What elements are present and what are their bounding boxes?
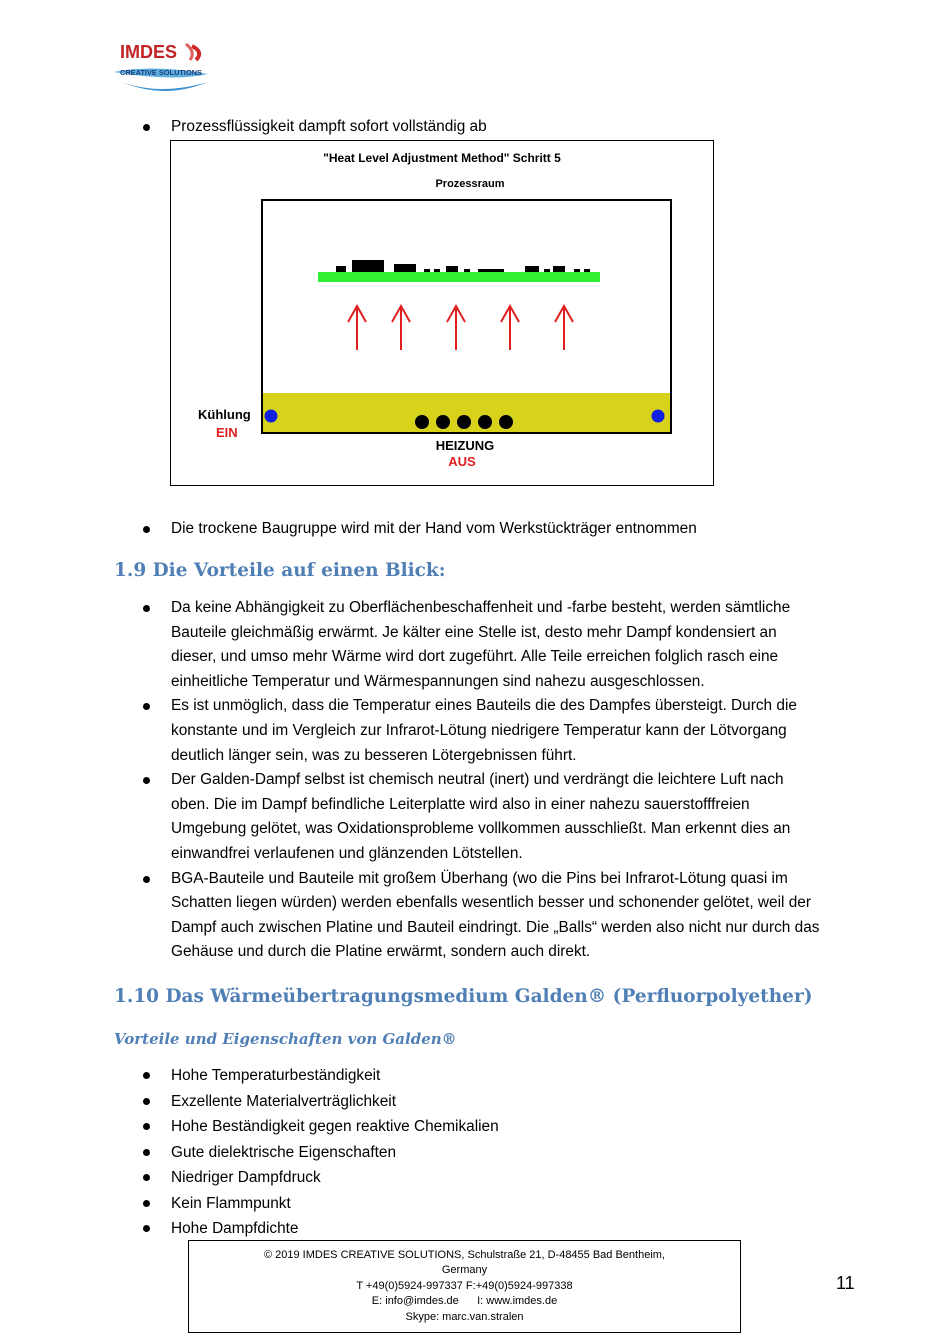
- circuit-board: [318, 272, 600, 282]
- cooling-label: Kühlung: [198, 407, 251, 422]
- list-item: Hohe Temperaturbeständigkeit: [0, 1063, 624, 1089]
- after-figure-list: [0, 517, 822, 542]
- figure-title: "Heat Level Adjustment Method" Schritt 5: [323, 151, 561, 165]
- list-item: Kein Flammpunkt: [0, 1191, 624, 1217]
- heating-label: HEIZUNG: [435, 438, 495, 453]
- company-logo: [112, 38, 212, 96]
- list-item: Gute dielektrische Eigenschaften: [0, 1140, 624, 1166]
- list-item: Die trockene Baugruppe wird mit der Hand vom Werkstückträger entnommen: [0, 517, 822, 542]
- list-item: Exzellente Materialverträglichkeit: [0, 1089, 624, 1115]
- list-item: Niedriger Dampfdruck: [0, 1165, 624, 1191]
- logo-tagline: CREATIVE SOLUTIONS: [120, 68, 202, 77]
- intro-list: [0, 115, 612, 140]
- page-footer: [188, 1240, 741, 1333]
- list-item: Hohe Beständigkeit gegen reaktive Chemikalien: [0, 1114, 624, 1140]
- list-item: Es ist unmöglich, dass die Temperatur eines Bauteils die des Dampfes übersteigt. Durch die konstante und im Vergleich zur Infrarot-Lötung niedrigere Temperatur kann der Lötvorgang deutlich länger sein, was zu besseren Lötergebnissen führt.: [0, 694, 950, 768]
- section-heading-1-10: 1.10 Das Wärmeübertragungsmedium Galden® (Perfluorpolyether): [114, 986, 813, 1007]
- section-heading-1-9: 1.9 Die Vorteile auf einen Blick:: [114, 560, 446, 581]
- logo-brand: IMDES: [120, 42, 178, 62]
- footer-line: Germany: [441, 1264, 488, 1277]
- list-item: BGA-Bauteile und Bauteile mit großem Überhang (wo die Pins bei Infrarot-Lötung quasi im Schatten liegen würden) werden ebenfalls wesentlich besser und schonender gelötet, weil der Dampf auch zwischen Platine und Bauteil eindringt. Die „Balls“ werden also nicht nur durch das Gehäuse und durch die Platine erwärmt, sondern auch direkt.: [0, 867, 950, 965]
- process-diagram: [170, 140, 714, 486]
- list-item: Hohe Dampfdichte: [0, 1216, 624, 1242]
- cooling-element: [265, 410, 278, 423]
- footer-line: T +49(0)5924-997337 F:+49(0)5924-997338: [356, 1279, 573, 1292]
- footer-line: © 2019 IMDES CREATIVE SOLUTIONS, Schulstraße 21, D-48455 Bad Bentheim,: [263, 1249, 665, 1261]
- list-item: Prozessflüssigkeit dampft sofort vollständig ab: [0, 115, 612, 140]
- galden-properties-list: [0, 1063, 624, 1242]
- section-subheading: Vorteile und Eigenschaften von Galden®: [114, 1030, 457, 1048]
- advantages-list: [0, 596, 950, 965]
- cooling-state: EIN: [216, 425, 238, 440]
- footer-line: Skype: marc.van.stralen: [405, 1310, 524, 1323]
- heating-state: AUS: [448, 454, 476, 469]
- cooling-element: [652, 410, 665, 423]
- list-item: Da keine Abhängigkeit zu Oberflächenbeschaffenheit und -farbe besteht, werden sämtliche Bauteile gleichmäßig erwärmt. Je kälter eine Stelle ist, desto mehr Dampf kondensiert an dieser, und umso mehr Wärme wird dort zugeführt. Alle Teile erreichen folglich rasch eine einheitliche Temperatur und Wärmespannungen sind nahezu ausgeschlossen.: [0, 596, 950, 694]
- figure-subtitle: Prozessraum: [435, 178, 505, 190]
- page-number: 11: [836, 1273, 855, 1293]
- list-item: Der Galden-Dampf selbst ist chemisch neutral (inert) und verdrängt die leichtere Luft nach oben. Die im Dampf befindliche Leiterplatte wird also in einer nahezu sauerstofffreien Umgebung gelötet, was Oxidationsprobleme vollkommen ausschließt. Man erkennt dies an einwandfrei verlaufenen und glänzenden Lötstellen.: [0, 768, 950, 866]
- footer-line: E: info@imdes.de I: www.imdes.de: [371, 1295, 558, 1308]
